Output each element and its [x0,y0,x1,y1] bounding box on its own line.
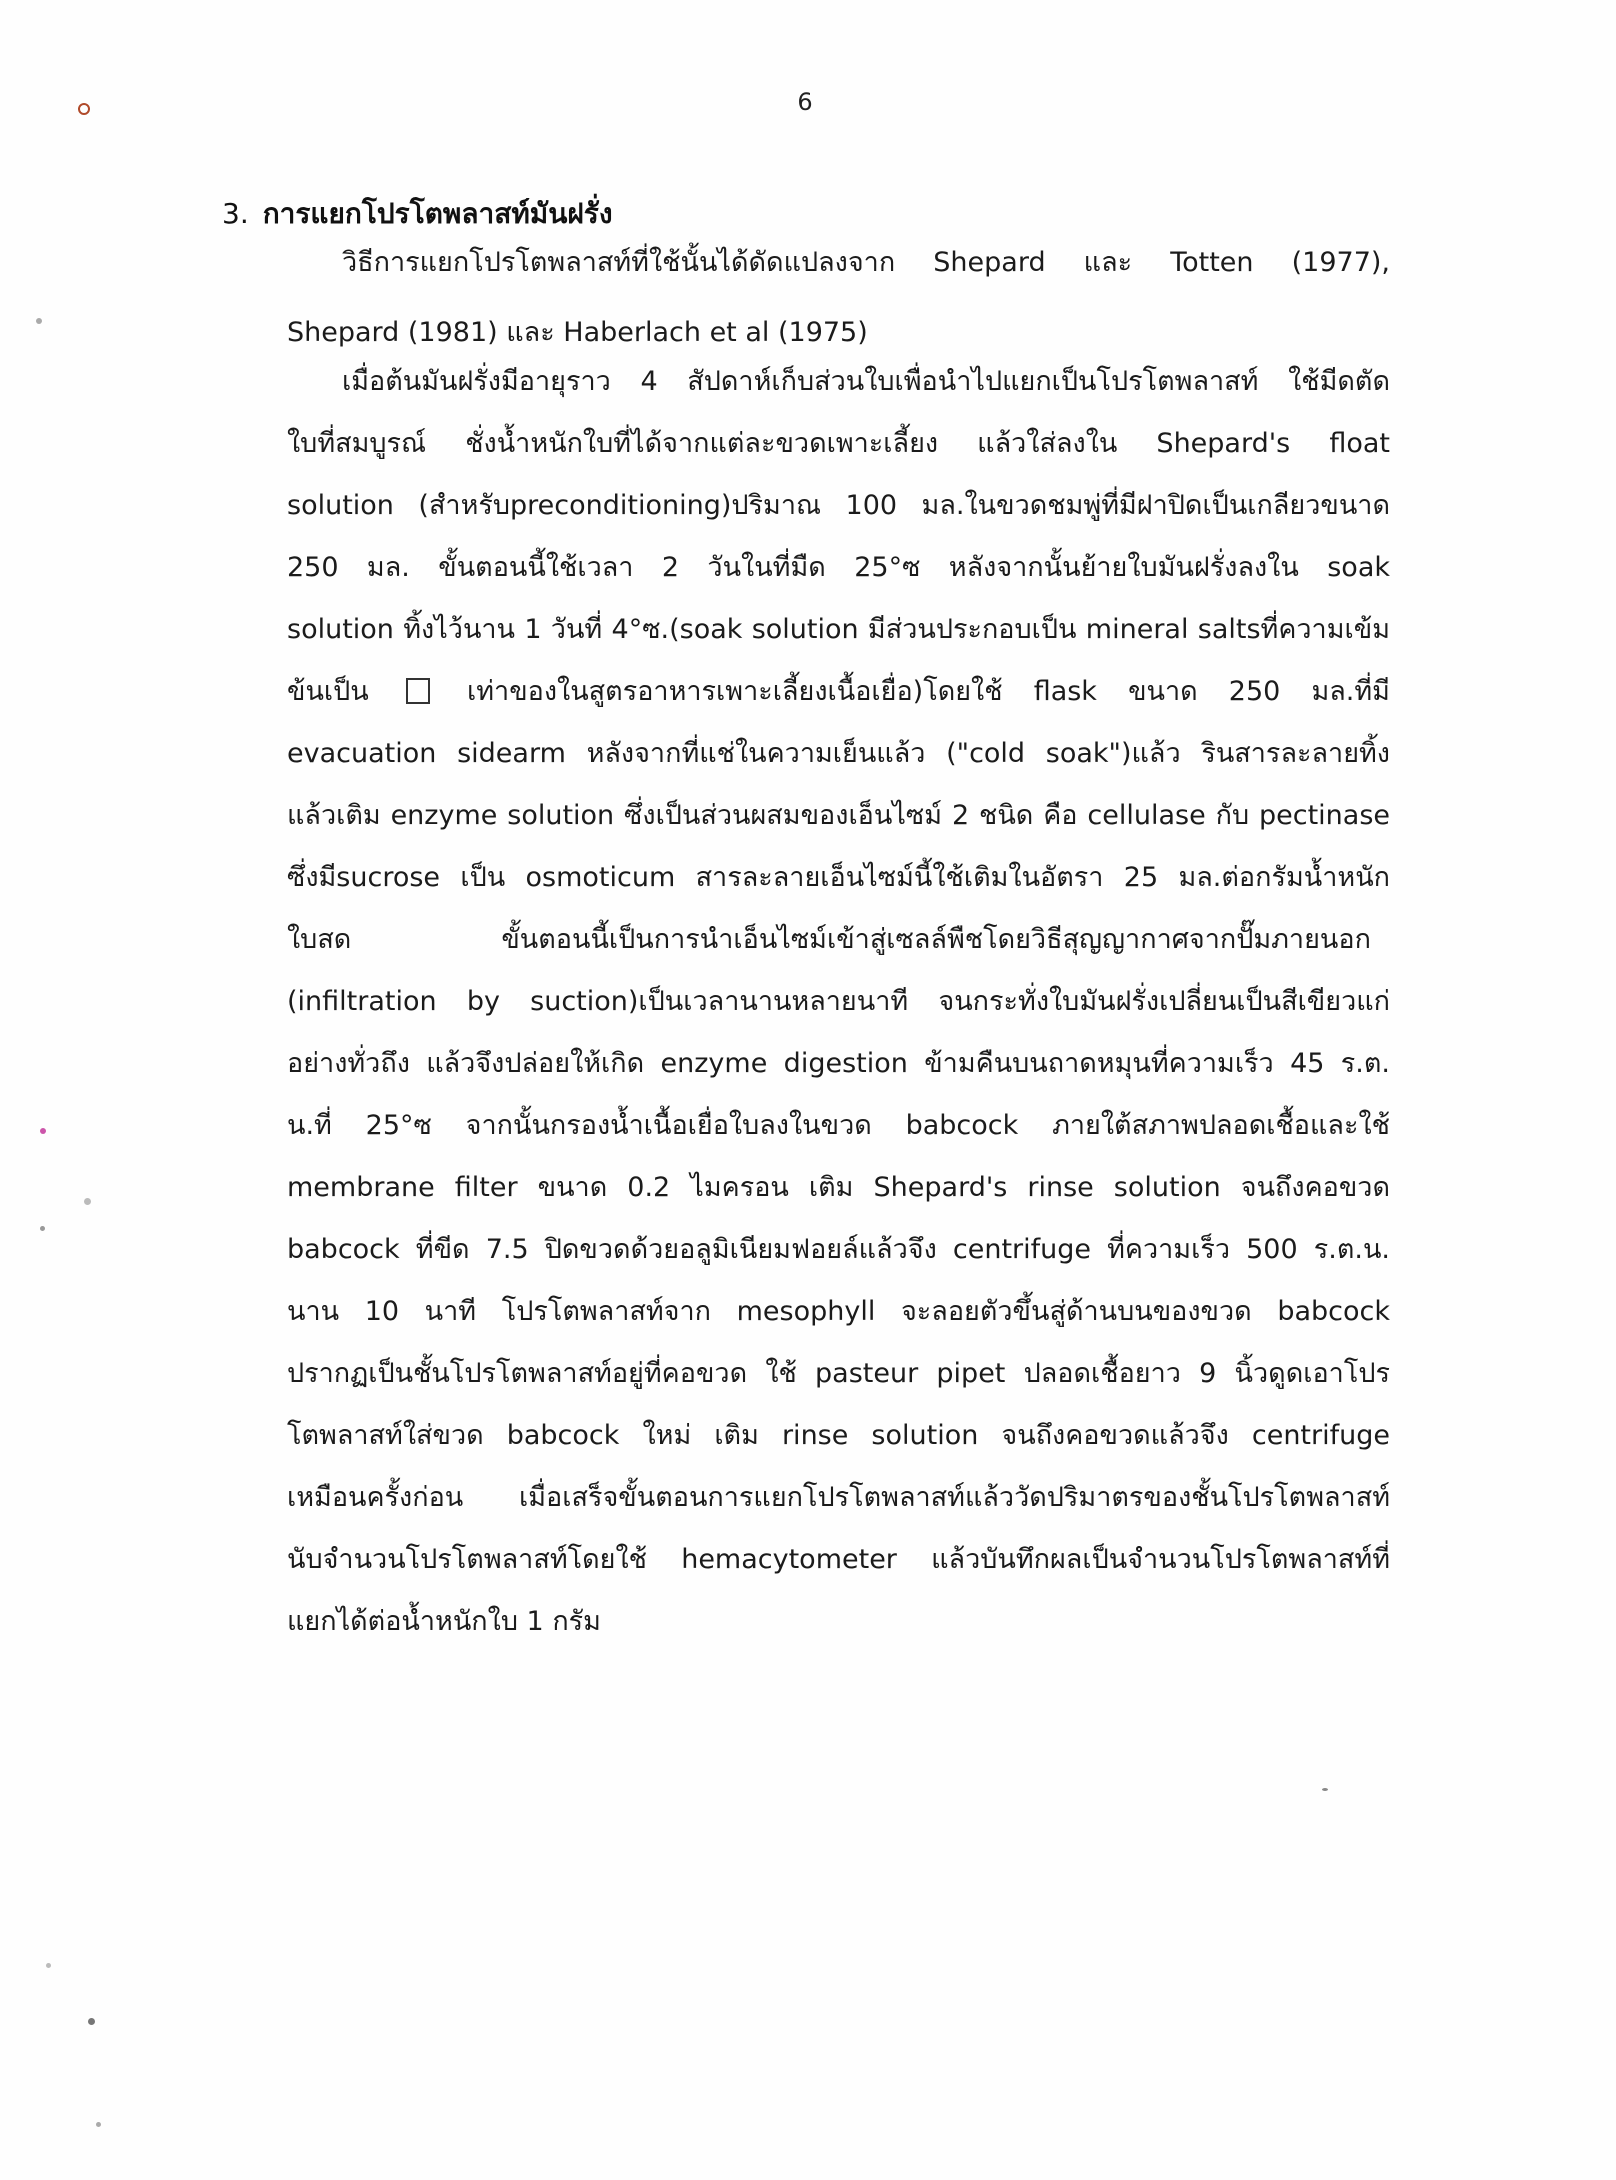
section-number: 3. [222,197,249,230]
paragraph-line: membrane filter ขนาด 0.2 ไมครอน เติม Shepard's rinse solution จนถึงคอขวด [287,1172,1390,1203]
paragraph-line: แล้วเติม enzyme solution ซึ่งเป็นส่วนผสมของเอ็นไซม์ 2 ชนิด คือ cellulase กับ pectinase [287,800,1390,831]
paragraph-line: อย่างทั่วถึง แล้วจึงปล่อยให้เกิด enzyme digestion ข้ามคืนบนถาดหมุนที่ความเร็ว 45 ร.ต. [287,1048,1390,1079]
paragraph-line: 250 มล. ขั้นตอนนี้ใช้เวลา 2 วันในที่มืด 25°ซ หลังจากนั้นย้ายใบมันฝรั่งลงใน soak [287,552,1390,583]
paragraph-line: แยกได้ต่อน้ำหนักใบ 1 กรัม [287,1606,601,1637]
paragraph-line: น.ที่ 25°ซ จากนั้นกรองน้ำเนื้อเยื่อใบลงในขวด babcock ภายใต้สภาพปลอดเชื้อและใช้ [287,1110,1390,1141]
paragraph-line: ใบที่สมบูรณ์ ชั่งน้ำหนักใบที่ได้จากแต่ละขวดเพาะเลี้ยง แล้วใส่ลงใน Shepard's float [287,428,1390,459]
paragraph-line: Shepard (1981) และ Haberlach et al (1975) [287,317,868,348]
paragraph-line: นับจำนวนโปรโตพลาสท์โดยใช้ hemacytometer แล้วบันทึกผลเป็นจำนวนโปรโตพลาสท์ที่ [287,1544,1390,1575]
line-start: ข้นเป็น [287,676,369,707]
paragraph-line [287,672,1390,712]
paragraph-line: evacuation sidearm หลังจากที่แช่ในความเย็นแล้ว ("cold soak")แล้ว รินสารละลายทิ้ง [287,738,1390,769]
paragraph-line: เหมือนครั้งก่อน เมื่อเสร็จขั้นตอนการแยกโปรโตพลาสท์แล้ววัดปริมาตรของชั้นโปรโตพลาสท์ [287,1482,1390,1513]
scan-speck [46,1963,51,1968]
line-rest: ขั้นตอนนี้เป็นการนำเอ็นไซม์เข้าสู่เซลล์พืชโดยวิธีสุญญากาศจากปั๊มภายนอก [501,924,1371,955]
scan-speck [40,1226,45,1231]
scan-speck [40,1128,46,1134]
paragraph-line: solution ทิ้งไว้นาน 1 วันที่ 4°ซ.(soak solution มีส่วนประกอบเป็น mineral saltsที่ความเข้ม [287,614,1390,645]
paragraph-line [287,920,1390,960]
scan-speck [78,103,90,115]
section-title: การแยกโปรโตพลาสท์มันฝรั่ง [262,197,613,230]
paragraph-line: ซึ่งมีsucrose เป็น osmoticum สารละลายเอ็นไซม์นี้ใช้เติมในอัตรา 25 มล.ต่อกรัมน้ำหนัก [287,862,1390,893]
paragraph-line: เมื่อต้นมันฝรั่งมีอายุราว 4 สัปดาห์เก็บส่วนใบเพื่อนำไปแยกเป็นโปรโตพลาสท์ ใช้มีดตัด [342,366,1390,397]
scan-speck [36,318,42,324]
paragraph-line: โตพลาสท์ใส่ขวด babcock ใหม่ เติม rinse solution จนถึงคอขวดแล้วจึง centrifuge [287,1420,1390,1451]
paragraph-line: ปรากฏเป็นชั้นโปรโตพลาสท์อยู่ที่คอขวด ใช้ pasteur pipet ปลอดเชื้อยาว 9 นิ้วดูดเอาโปร [287,1358,1390,1389]
scan-speck [1322,1788,1328,1791]
scan-speck [96,2122,101,2127]
section-heading [222,192,613,236]
paragraph-line: solution (สำหรับpreconditioning)ปริมาณ 100 มล.ในขวดชมพู่ที่มีฝาปิดเป็นเกลียวขนาด [287,490,1390,521]
scan-speck [84,1198,91,1205]
scan-speck [88,2018,95,2025]
paragraph-line: babcock ที่ขีด 7.5 ปิดขวดด้วยอลูมิเนียมฟอยล์แล้วจึง centrifuge ที่ความเร็ว 500 ร.ต.น. [287,1234,1390,1265]
page-number: 6 [797,88,813,116]
paragraph-line: นาน 10 นาที โปรโตพลาสท์จาก mesophyll จะลอยตัวขึ้นสู่ด้านบนของขวด babcock [287,1296,1390,1327]
paragraph-line: วิธีการแยกโปรโตพลาสท์ที่ใช้นั้นได้ดัดแปลงจาก Shepard และ Totten (1977), [342,247,1390,278]
line-start: ใบสด [287,924,352,955]
empty-box-glyph [406,678,430,704]
line-rest: เท่าของในสูตรอาหารเพาะเลี้ยงเนื้อเยื่อ)โดยใช้ flask ขนาด 250 มล.ที่มี [467,676,1390,707]
paragraph-line: (infiltration by suction)เป็นเวลานานหลายนาที จนกระทั่งใบมันฝรั่งเปลี่ยนเป็นสีเขียวแก่ [287,986,1390,1017]
